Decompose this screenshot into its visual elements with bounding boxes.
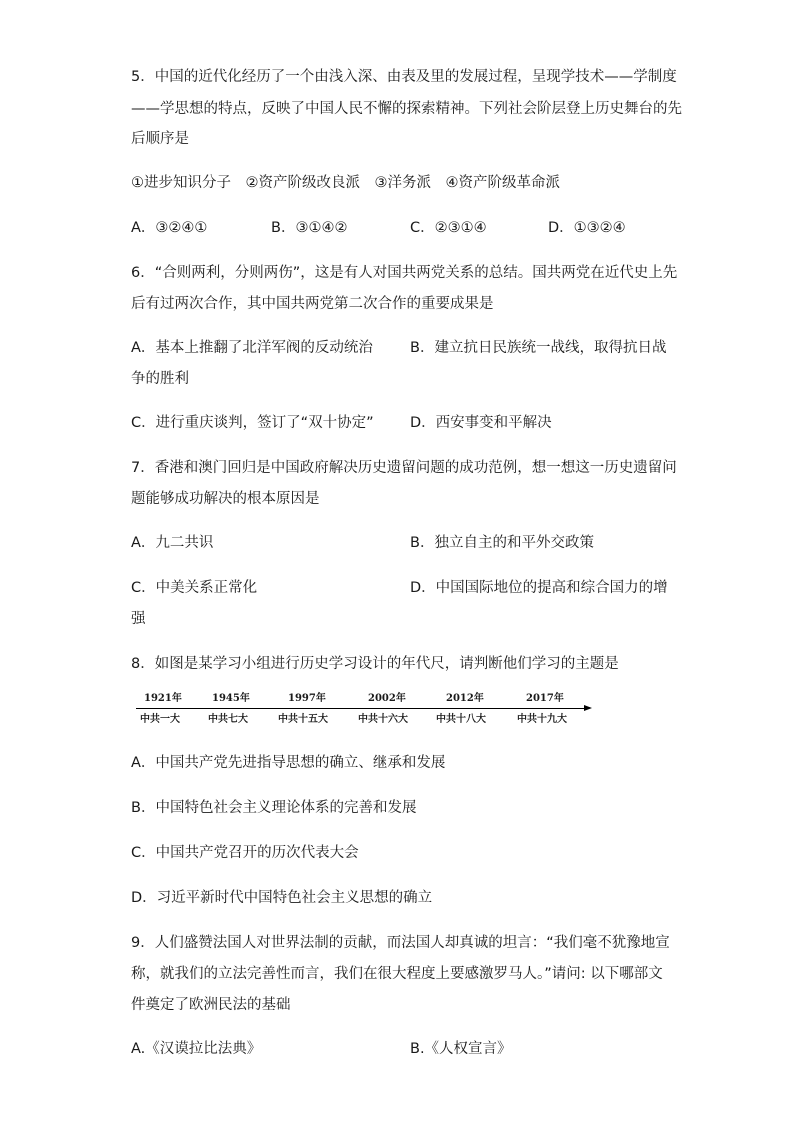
question-5-option-b: B．③①④②: [271, 220, 348, 236]
question-7-stem-line-2: 题能够成功解决的根本原因是: [131, 491, 320, 507]
question-5-option-a: A．③②④①: [131, 220, 208, 236]
timeline-event: 中共一大: [140, 714, 180, 725]
question-6-option-a: A．基本上推翻了北洋军阀的反动统治: [131, 340, 373, 356]
question-6-stem-line-1: 6．“合则两利，分则两伤”，这是有人对国共两党关系的总结。国共两党在近代史上先: [131, 265, 678, 281]
question-5-items: ①进步知识分子 ②资产阶级改良派 ③洋务派 ④资产阶级革命派: [131, 175, 560, 191]
timeline-arrow-icon: [584, 705, 592, 711]
timeline-year: 1921年: [144, 693, 182, 704]
question-7-option-a: A．九二共识: [131, 535, 214, 551]
question-5-option-d: D．①③②④: [548, 220, 626, 236]
question-7-option-c: C．中美关系正常化: [131, 580, 258, 596]
question-5-stem-line-3: 后顺序是: [131, 131, 189, 147]
timeline-year: 1997年: [288, 693, 326, 704]
question-8-option-d: D．习近平新时代中国特色社会主义思想的确立: [131, 890, 433, 906]
timeline-axis: [136, 708, 586, 709]
question-7-option-d-line-1: D．中国国际地位的提高和综合国力的增: [410, 580, 668, 596]
question-5-stem-line-2: ——学思想的特点，反映了中国人民不懈的探索精神。下列社会阶层登上历史舞台的先: [131, 101, 682, 117]
timeline-year: 1945年: [212, 693, 250, 704]
question-8-option-c: C．中国共产党召开的历次代表大会: [131, 845, 359, 861]
question-9-stem-line-1: 9．人们盛赞法国人对世界法制的贡献，而法国人却真诚的坦言：“我们毫不犹豫地宣: [131, 935, 670, 951]
question-6-option-b-line-2: 争的胜利: [131, 371, 189, 387]
timeline-event: 中共十九大: [517, 714, 567, 725]
question-9-stem-line-2: 称，就我们的立法完善性而言，我们在很大程度上要感激罗马人。”请问: 以下哪部文: [131, 966, 663, 982]
question-5-option-c: C．②③①④: [410, 220, 487, 236]
question-8-option-b: B．中国特色社会主义理论体系的完善和发展: [131, 800, 417, 816]
timeline-ruler: [136, 693, 596, 733]
question-6-option-c: C．进行重庆谈判，签订了“双十协定”: [131, 415, 374, 431]
timeline-year: 2017年: [526, 693, 564, 704]
question-8-stem: 8．如图是某学习小组进行历史学习设计的年代尺，请判断他们学习的主题是: [131, 656, 619, 672]
question-8-option-a: A．中国共产党先进指导思想的确立、继承和发展: [131, 755, 446, 771]
timeline-event: 中共十八大: [436, 714, 486, 725]
question-6-stem-line-2: 后有过两次合作，其中国共两党第二次合作的重要成果是: [131, 296, 494, 312]
timeline-year: 2002年: [368, 693, 406, 704]
question-6-option-d: D．西安事变和平解决: [410, 415, 552, 431]
question-7-option-b: B．独立自主的和平外交政策: [410, 535, 594, 551]
timeline-year: 2012年: [446, 693, 484, 704]
timeline-event: 中共十五大: [278, 714, 328, 725]
question-9-option-b: B.《人权宣言》: [410, 1041, 512, 1057]
question-9-stem-line-3: 件奠定了欧洲民法的基础: [131, 997, 291, 1013]
question-9-option-a: A.《汉谟拉比法典》: [131, 1041, 262, 1057]
question-5-stem-line-1: 5．中国的近代化经历了一个由浅入深、由表及里的发展过程，呈现学技术——学制度: [131, 69, 677, 85]
timeline-event: 中共七大: [208, 714, 248, 725]
question-7-stem-line-1: 7．香港和澳门回归是中国政府解决历史遗留问题的成功范例，想一想这一历史遗留问: [131, 460, 677, 476]
question-6-option-b-line-1: B．建立抗日民族统一战线，取得抗日战: [410, 340, 667, 356]
question-7-option-d-line-2: 强: [131, 611, 146, 627]
timeline-event: 中共十六大: [358, 714, 408, 725]
